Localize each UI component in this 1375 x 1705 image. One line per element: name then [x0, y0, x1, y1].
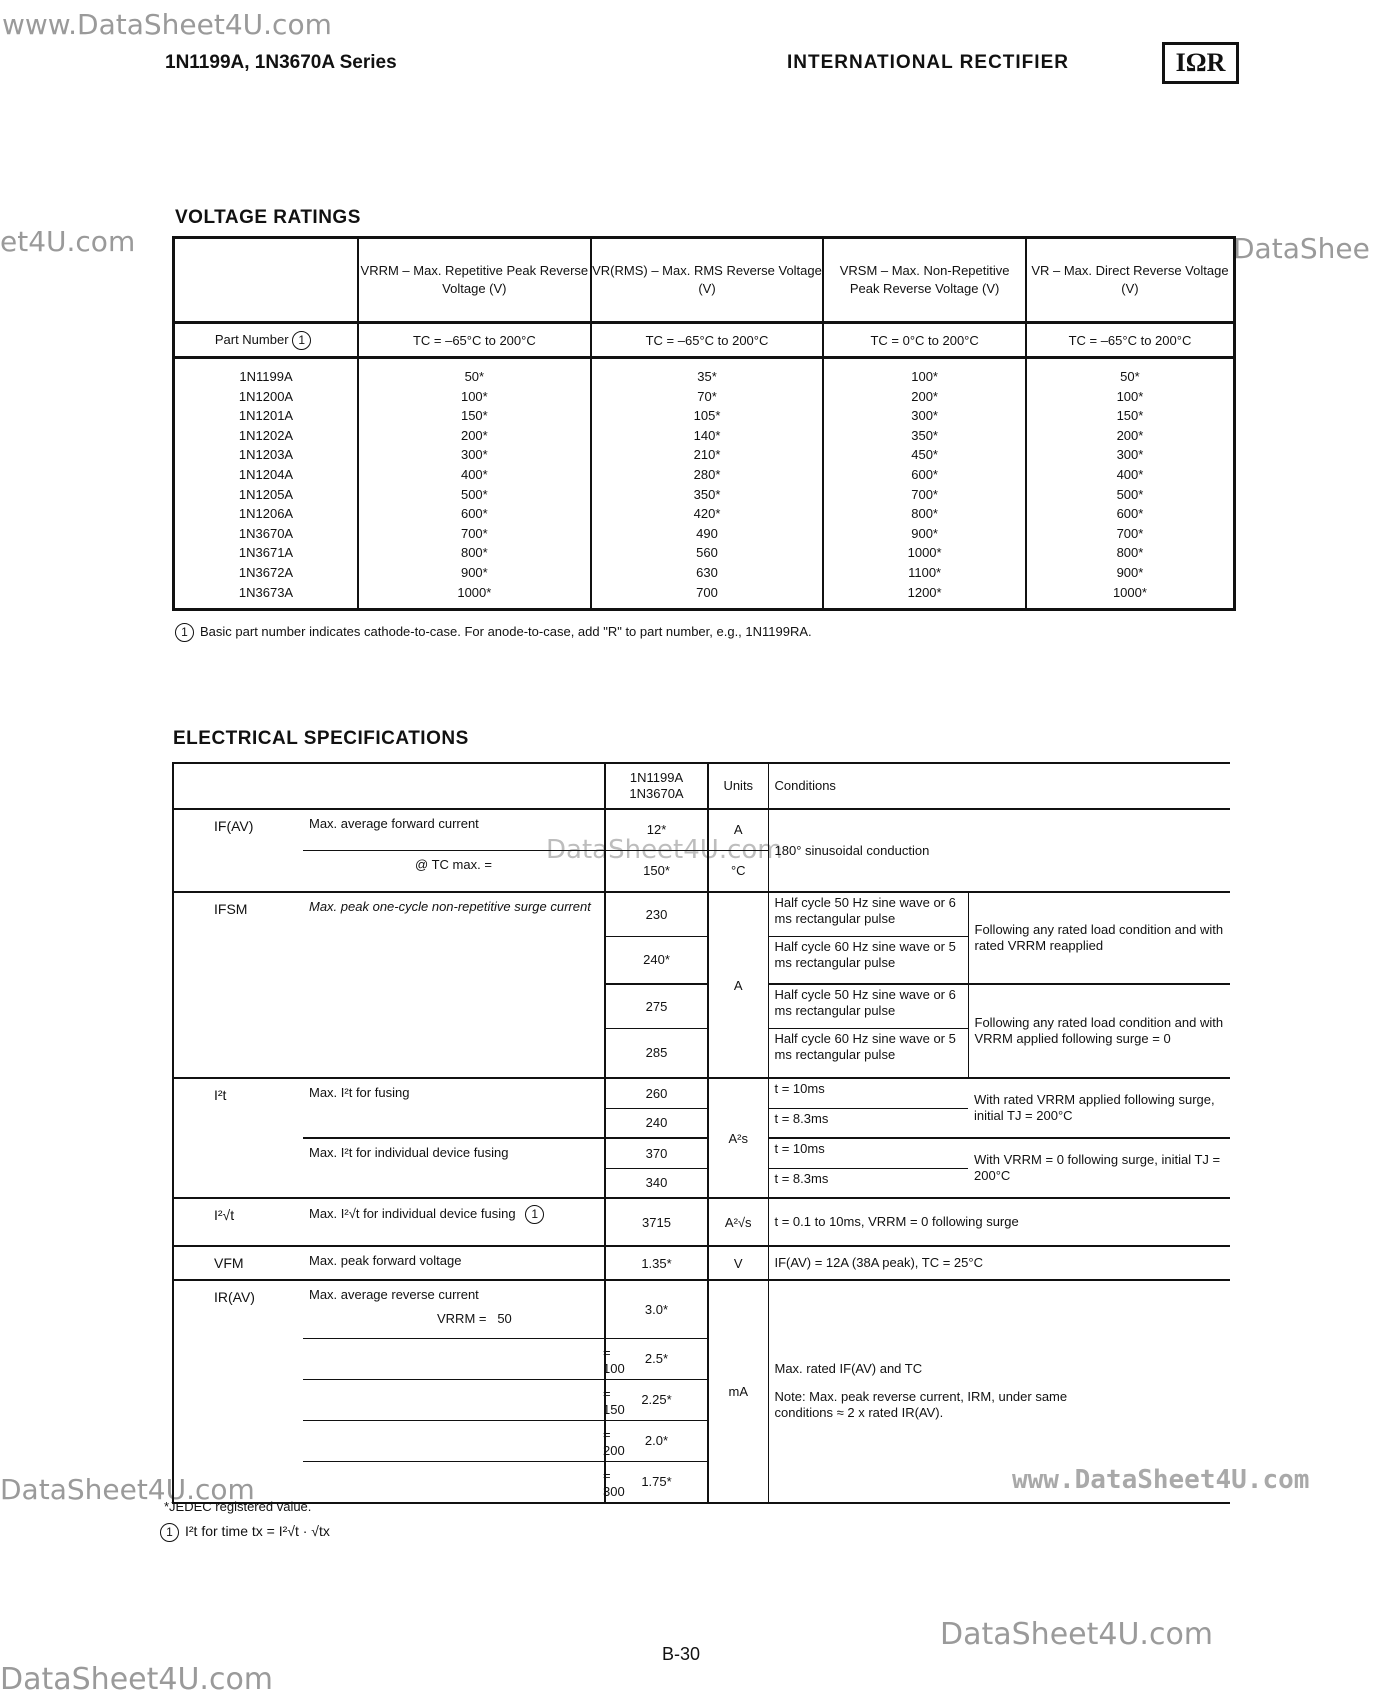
table-row — [174, 485, 1235, 505]
vrms-value: 630 — [591, 563, 824, 583]
ior-logo: IΩR — [1162, 42, 1239, 84]
ifsm-symbol: IFSM — [173, 892, 303, 1078]
table-row — [174, 445, 1235, 465]
condition-vrms: TC = –65°C to 200°C — [591, 323, 824, 358]
ifav-tc-value: 150* — [605, 850, 708, 892]
i2t-note-1: With rated VRRM applied following surge, initial TJ = 200°C — [968, 1078, 1230, 1138]
vr-value: 100* — [1026, 387, 1235, 407]
formula-text: I²t for time tx = I²√t · √tx — [185, 1523, 330, 1540]
vrms-value: 420* — [591, 504, 824, 524]
ifsm-row — [173, 892, 1230, 936]
vrrm-value: 600* — [358, 504, 591, 524]
ifav-desc: Max. average forward current — [303, 809, 605, 850]
part-number: 1N1203A — [238, 447, 294, 463]
part-number: 1N3670A — [238, 525, 294, 541]
table-row — [174, 465, 1235, 485]
ifsm-value: 230 — [605, 892, 708, 936]
ifsm-cond-50hz: Half cycle 50 Hz sine wave or 6 ms rectangular pulse — [768, 984, 968, 1028]
col-units: Units — [708, 763, 768, 809]
irav-cond-2: Note: Max. peak reverse current, IRM, under same conditions ≈ 2 x rated IR(AV). — [774, 1389, 1068, 1421]
vrms-value: 280* — [591, 465, 824, 485]
col-conditions: Conditions — [768, 763, 1230, 809]
series-title: 1N1199A, 1N3670A Series — [165, 52, 397, 73]
i2rt-condition: t = 0.1 to 10ms, VRRM = 0 following surge — [768, 1198, 1230, 1246]
table-row — [174, 543, 1235, 563]
part-number: 1N1206A — [238, 506, 294, 522]
ifsm-value: 285 — [605, 1028, 708, 1078]
irav-desc: Max. average reverse current — [309, 1287, 479, 1302]
watermark-right-mid: DataShee — [1233, 232, 1370, 265]
irav-vrrm-value: = 150 — [303, 1379, 605, 1420]
part-number-label — [174, 323, 359, 358]
i2t-unit: A²s — [708, 1078, 768, 1198]
vrrm-value: 150* — [358, 406, 591, 426]
vrsm-value: 900* — [823, 524, 1026, 544]
ifsm-unit: A — [708, 892, 768, 1078]
vfm-value: 1.35* — [605, 1246, 708, 1280]
i2rt-row — [173, 1198, 1230, 1246]
vrrm-value: 900* — [358, 563, 591, 583]
voltage-header-vrsm: VRSM – Max. Non-Repetitive Peak Reverse Voltage (V) — [823, 238, 1026, 323]
brand-name: INTERNATIONAL RECTIFIER — [787, 52, 1069, 73]
vrsm-value: 1200* — [823, 583, 1026, 610]
i2t-time: t = 10ms — [768, 1078, 968, 1108]
vrsm-value: 450* — [823, 445, 1026, 465]
i2t-row — [173, 1078, 1230, 1108]
vrrm-value: 50* — [358, 358, 591, 387]
vr-value: 300* — [1026, 445, 1235, 465]
irav-row — [173, 1280, 1230, 1338]
watermark-bottom-left: DataSheet4U.com — [0, 1662, 274, 1697]
watermark-bottom-right: DataSheet4U.com — [940, 1617, 1214, 1652]
vrsm-value: 800* — [823, 504, 1026, 524]
irav-vrrm-value: = 100 — [303, 1338, 605, 1379]
voltage-condition-row — [174, 323, 1235, 358]
voltage-header-blank — [174, 238, 359, 323]
vrsm-value: 1100* — [823, 563, 1026, 583]
table-row — [174, 504, 1235, 524]
vrms-value: 140* — [591, 426, 824, 446]
table-row — [174, 387, 1235, 407]
footnote-1-marker-icon: 1 — [292, 331, 311, 350]
ifav-tc-desc: @ TC max. = — [303, 850, 605, 892]
vr-value: 600* — [1026, 504, 1235, 524]
part-number: 1N3671A — [238, 545, 294, 561]
irav-value: 2.25* — [605, 1379, 708, 1420]
i2rt-unit: A²√s — [708, 1198, 768, 1246]
watermark-left-low: DataSheet4U.com — [0, 1473, 255, 1506]
irav-vrrm-value: = 200 — [303, 1420, 605, 1461]
part-number: 1N1202A — [238, 427, 294, 443]
i2rt-symbol: I²√t — [173, 1198, 303, 1246]
vrms-value: 35* — [591, 358, 824, 387]
i2t-desc-fusing: Max. I²t for fusing — [303, 1078, 605, 1138]
vrms-value: 350* — [591, 485, 824, 505]
part-number: 1N1201A — [238, 408, 294, 424]
voltage-ratings-title: VOLTAGE RATINGS — [175, 207, 361, 228]
i2t-symbol: I²t — [173, 1078, 303, 1198]
irav-symbol: IR(AV) — [173, 1280, 303, 1503]
i2t-note-2: With VRRM = 0 following surge, initial TJ = 200°C — [968, 1138, 1230, 1198]
i2rt-value: 3715 — [605, 1198, 708, 1246]
electrical-header-row — [173, 763, 1230, 809]
vfm-desc: Max. peak forward voltage — [303, 1246, 605, 1280]
irav-vrrm-row — [309, 1311, 598, 1327]
vrrm-value: 200* — [358, 426, 591, 446]
vrsm-value: 700* — [823, 485, 1026, 505]
ifsm-desc: Max. peak one-cycle non-repetitive surge current — [303, 892, 605, 1078]
footnote-1-icon: 1 — [175, 623, 194, 642]
footnote-1-icon: 1 — [160, 1523, 179, 1542]
irav-value: 1.75* — [605, 1461, 708, 1503]
vrms-value: 490 — [591, 524, 824, 544]
vr-value: 800* — [1026, 543, 1235, 563]
ifsm-cond-60hz: Half cycle 60 Hz sine wave or 5 ms rectangular pulse — [768, 936, 968, 984]
watermark-right-low: www.DataSheet4U.com — [1012, 1465, 1310, 1495]
watermark-table-center: DataSheet4U.com — [546, 835, 783, 865]
electrical-header-blank — [173, 763, 605, 809]
part-number: 1N1200A — [238, 388, 294, 404]
watermark-left-mid: et4U.com — [0, 225, 136, 258]
vrsm-value: 100* — [823, 358, 1026, 387]
irav-value: 2.5* — [605, 1338, 708, 1379]
watermark-top: www.DataSheet4U.com — [2, 8, 332, 41]
irav-unit: mA — [708, 1280, 768, 1503]
ifav-symbol: IF(AV) — [173, 809, 303, 892]
i2t-row — [173, 1138, 1230, 1168]
vrrm-value: 1000* — [358, 583, 591, 610]
i2t-value: 240 — [605, 1108, 708, 1138]
voltage-header-vrrm: VRRM – Max. Repetitive Peak Reverse Voltage (V) — [358, 238, 591, 323]
vfm-unit: V — [708, 1246, 768, 1280]
vrms-value: 105* — [591, 406, 824, 426]
i2t-value: 370 — [605, 1138, 708, 1168]
vrsm-value: 350* — [823, 426, 1026, 446]
i2t-time: t = 10ms — [768, 1138, 968, 1168]
vrms-value: 700 — [591, 583, 824, 610]
col-device: 1N1199A 1N3670A — [605, 763, 708, 809]
irav-vrrm-value: 50 — [497, 1311, 512, 1326]
footnote-1-marker-icon: 1 — [525, 1205, 544, 1224]
part-number: 1N3672A — [238, 564, 294, 580]
table-row — [174, 426, 1235, 446]
voltage-ratings-table — [172, 236, 1236, 611]
ifav-unit: A — [708, 809, 768, 850]
vrms-value: 70* — [591, 387, 824, 407]
vr-value: 400* — [1026, 465, 1235, 485]
vrms-value: 560 — [591, 543, 824, 563]
vrsm-value: 1000* — [823, 543, 1026, 563]
ifsm-value: 240* — [605, 936, 708, 984]
vfm-row — [173, 1246, 1230, 1280]
vr-value: 50* — [1026, 358, 1235, 387]
vr-value: 900* — [1026, 563, 1235, 583]
vr-value: 1000* — [1026, 583, 1235, 610]
voltage-header-vr: VR – Max. Direct Reverse Voltage (V) — [1026, 238, 1235, 323]
irav-cond-1: Max. rated IF(AV) and TC — [774, 1361, 923, 1377]
i2t-time: t = 8.3ms — [768, 1168, 968, 1198]
page-number: B-30 — [662, 1644, 701, 1664]
ifav-row — [173, 809, 1230, 850]
ifsm-value: 275 — [605, 984, 708, 1028]
vrrm-value: 700* — [358, 524, 591, 544]
vrrm-value: 100* — [358, 387, 591, 407]
formula-footnote — [160, 1523, 330, 1542]
vrrm-value: 400* — [358, 465, 591, 485]
vrrm-value: 300* — [358, 445, 591, 465]
vrsm-value: 600* — [823, 465, 1026, 485]
part-number: 1N3673A — [238, 584, 294, 600]
irav-vrrm-value: = 300 — [303, 1461, 605, 1503]
irav-value: 3.0* — [605, 1280, 708, 1338]
part-number-text: Part Number — [214, 331, 289, 347]
voltage-header-vrms: VR(RMS) – Max. RMS Reverse Voltage (V) — [591, 238, 824, 323]
electrical-specs-title: ELECTRICAL SPECIFICATIONS — [173, 728, 469, 749]
vr-value: 200* — [1026, 426, 1235, 446]
vrms-value: 210* — [591, 445, 824, 465]
vrrm-value: 500* — [358, 485, 591, 505]
voltage-header-row — [174, 238, 1235, 323]
irav-vrrm-label: VRRM = — [437, 1311, 487, 1326]
vr-value: 700* — [1026, 524, 1235, 544]
i2t-desc-individual: Max. I²t for individual device fusing — [303, 1138, 605, 1198]
ifsm-note-2: Following any rated load condition and with VRRM applied following surge = 0 — [968, 984, 1230, 1078]
irav-desc-cell — [303, 1280, 605, 1338]
i2t-time: t = 8.3ms — [768, 1108, 968, 1138]
ifsm-cond-50hz: Half cycle 50 Hz sine wave or 6 ms rectangular pulse — [768, 892, 968, 936]
part-number: 1N1204A — [238, 466, 294, 482]
vrsm-value: 200* — [823, 387, 1026, 407]
electrical-specs-table — [172, 762, 1230, 1504]
i2rt-desc: Max. I²√t for individual device fusing — [309, 1205, 516, 1221]
ifav-condition: 180° sinusoidal conduction — [768, 809, 1230, 892]
condition-vrsm: TC = 0°C to 200°C — [823, 323, 1026, 358]
table-row — [174, 563, 1235, 583]
part-number: 1N1199A — [239, 369, 293, 384]
ifsm-note-1: Following any rated load condition and with rated VRRM reapplied — [968, 892, 1230, 984]
ifav-tc-unit: °C — [708, 850, 768, 892]
part-number: 1N1205A — [238, 486, 294, 502]
vr-value: 500* — [1026, 485, 1235, 505]
table-row — [174, 583, 1235, 610]
i2t-value: 340 — [605, 1168, 708, 1198]
jedec-footnote: *JEDEC registered value. — [164, 1499, 312, 1514]
vfm-condition: IF(AV) = 12A (38A peak), TC = 25°C — [768, 1246, 1230, 1280]
vr-value: 150* — [1026, 406, 1235, 426]
vrsm-value: 300* — [823, 406, 1026, 426]
condition-vr: TC = –65°C to 200°C — [1026, 323, 1235, 358]
table-row — [174, 358, 1235, 387]
table-row — [174, 406, 1235, 426]
ifsm-cond-60hz: Half cycle 60 Hz sine wave or 5 ms rectangular pulse — [768, 1028, 968, 1078]
vrrm-value: 800* — [358, 543, 591, 563]
voltage-footnote-text: Basic part number indicates cathode-to-case. For anode-to-case, add "R" to part number, e.g., 1N1199RA. — [200, 623, 812, 639]
irav-condition — [768, 1280, 1230, 1503]
i2t-value: 260 — [605, 1078, 708, 1108]
table-row — [174, 524, 1235, 544]
irav-value: 2.0* — [605, 1420, 708, 1461]
ifav-value: 12* — [605, 809, 708, 850]
i2rt-desc-cell — [303, 1198, 605, 1246]
condition-vrrm: TC = –65°C to 200°C — [358, 323, 591, 358]
vfm-symbol: VFM — [173, 1246, 303, 1280]
voltage-footnote — [175, 623, 812, 642]
